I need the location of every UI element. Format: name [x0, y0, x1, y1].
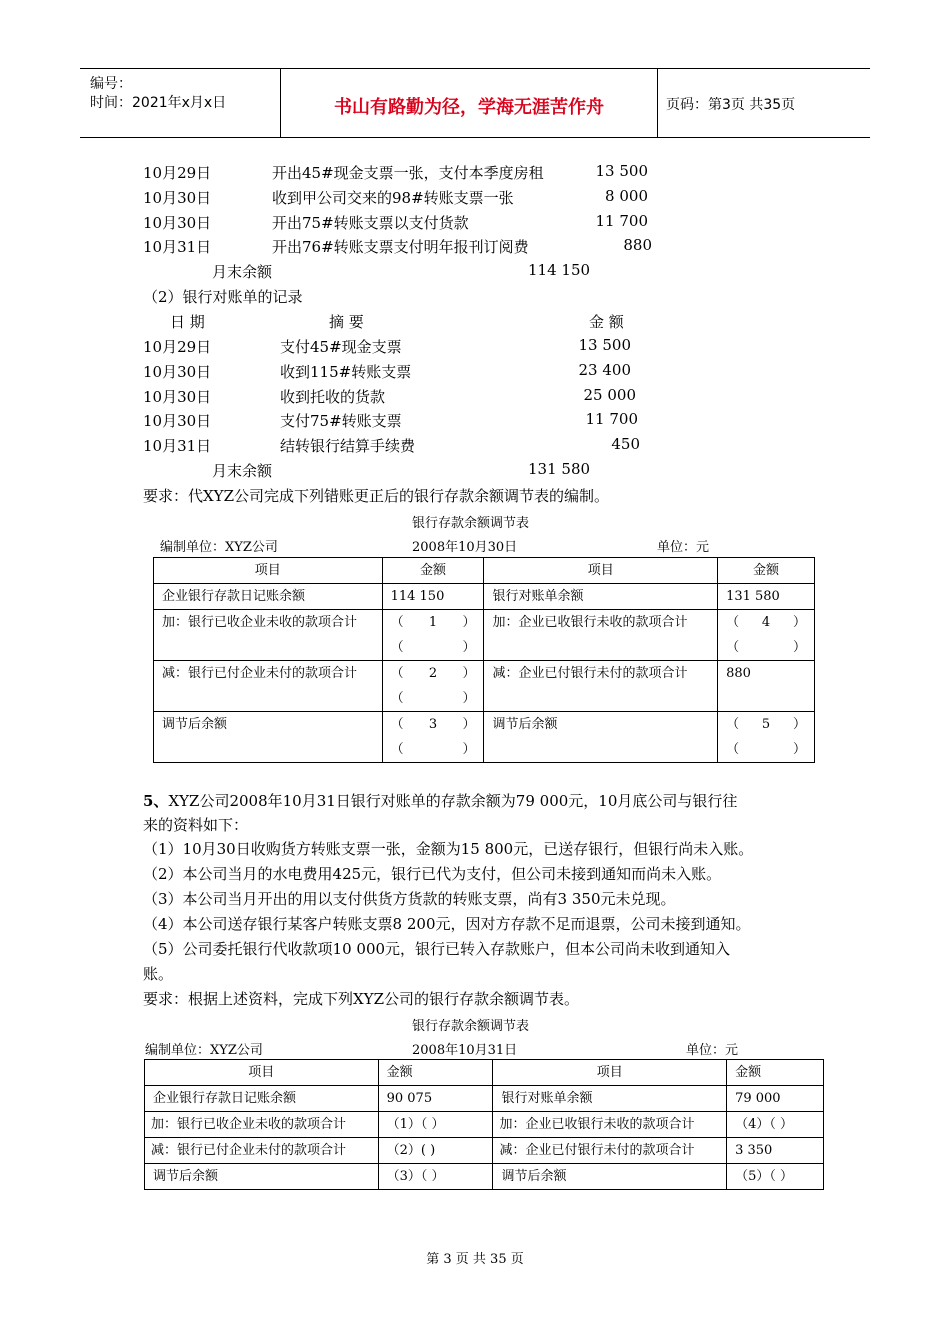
header-item: 项目	[154, 558, 383, 584]
table2-date: 2008年10月31日	[412, 1043, 518, 1058]
cell-blank[interactable]: （3）（ ）	[378, 1164, 493, 1190]
table-row	[154, 584, 815, 610]
record-date: 10月29日	[143, 164, 212, 182]
page-footer: 第 3 页 共 35 页	[426, 1252, 524, 1267]
header-amount: 金额	[378, 1060, 493, 1086]
bank-record-date: 10月30日	[143, 412, 212, 430]
header-item: 项目	[493, 1060, 727, 1086]
question-item: （1）10月30日收购货方转账支票一张，金额为15 800元，已送存银行，但银行尚未入账。	[143, 840, 754, 858]
bank-month-end-amount: 131 580	[528, 460, 591, 478]
motto: 书山有路勤为径，学海无涯苦作舟	[334, 97, 604, 118]
bank-record-date: 10月29日	[143, 338, 212, 356]
table2-currency: 单位：元	[686, 1043, 739, 1058]
cell-label: 企业银行存款日记账余额	[154, 584, 383, 610]
cell-blank[interactable]: （ 5 ） （ ）	[718, 712, 815, 763]
blank-number: 1	[428, 615, 438, 630]
month-end-amount: 114 150	[528, 261, 591, 279]
record-date: 10月30日	[143, 189, 212, 207]
header-amount: 金额	[382, 558, 484, 584]
blank-number: 5	[761, 717, 771, 732]
cell-amount: 3 350	[727, 1138, 824, 1164]
header-item: 项目	[484, 558, 718, 584]
cell-label: 银行对账单余额	[493, 1086, 727, 1112]
bank-header-desc: 摘 要	[329, 313, 364, 331]
header-amount: 金额	[727, 1060, 824, 1086]
bank-record-desc: 收到托收的货款	[280, 388, 386, 406]
cell-blank[interactable]: （ 1 ） （ ）	[382, 610, 484, 661]
table-row	[145, 1086, 824, 1112]
table2-unit-org: 编制单位：XYZ公司	[145, 1043, 263, 1058]
cell-label: 加：企业已收银行未收的款项合计	[484, 610, 718, 661]
cell-label: 加：企业已收银行未收的款项合计	[493, 1112, 727, 1138]
question-number: 5、	[143, 792, 169, 810]
cell-blank[interactable]: （ 2 ） （ ）	[382, 661, 484, 712]
record-amount: 8 000	[605, 187, 648, 205]
time-label: 时间：2021年x月x日	[90, 95, 227, 111]
bank-record-amount: 13 500	[578, 336, 631, 354]
record-amount: 11 700	[595, 212, 648, 230]
record-date: 10月31日	[143, 238, 212, 256]
header-motto-cell	[281, 69, 658, 137]
bank-section-title: （2）银行对账单的记录	[143, 288, 303, 306]
cell-amount: 131 580	[718, 584, 815, 610]
table-row	[145, 1164, 824, 1190]
question-5-line1	[143, 790, 737, 811]
question-5-line2: 来的资料如下：	[143, 816, 249, 834]
cell-label: 加：银行已收企业未收的款项合计	[154, 610, 383, 661]
table1-currency: 单位：元	[657, 540, 710, 555]
page-info: 页码：第3页 共35页	[666, 97, 796, 113]
bank-header-amount: 金 额	[589, 313, 624, 331]
table-row	[154, 712, 815, 763]
cell-blank[interactable]: （5）（ ）	[727, 1164, 824, 1190]
table-row	[154, 610, 815, 661]
cell-label: 银行对账单余额	[484, 584, 718, 610]
bank-record-amount: 25 000	[583, 386, 636, 404]
table1-unit-org: 编制单位：XYZ公司	[160, 540, 278, 555]
cell-blank[interactable]: （1）（ ）	[378, 1112, 493, 1138]
cell-blank[interactable]: （ 3 ） （ ）	[382, 712, 484, 763]
bank-header-date: 日 期	[170, 313, 205, 331]
table1-title: 银行存款余额调节表	[412, 516, 530, 531]
bank-record-desc: 结转银行结算手续费	[280, 437, 416, 455]
record-desc: 开出76#转账支票支付明年报刊订阅费	[272, 238, 529, 256]
header-right-cell	[658, 69, 870, 137]
bank-record-amount: 23 400	[578, 361, 631, 379]
cell-blank[interactable]: （ 4 ） （ ）	[718, 610, 815, 661]
cell-label: 调节后余额	[154, 712, 383, 763]
cell-label: 调节后余额	[145, 1164, 379, 1190]
table-row	[145, 1060, 824, 1086]
reconciliation-table-2	[144, 1059, 824, 1190]
bank-month-end-label: 月末余额	[212, 462, 273, 480]
bank-record-date: 10月30日	[143, 363, 212, 381]
page-header	[80, 68, 870, 138]
cell-label: 调节后余额	[484, 712, 718, 763]
record-desc: 开出75#转账支票以支付货款	[272, 214, 469, 232]
cell-blank[interactable]: （2）( )	[378, 1138, 493, 1164]
cell-amount: 79 000	[727, 1086, 824, 1112]
reconciliation-table-1	[153, 557, 815, 763]
cell-label: 加：银行已收企业未收的款项合计	[145, 1112, 379, 1138]
bank-record-date: 10月31日	[143, 437, 212, 455]
bank-record-desc: 支付75#转账支票	[280, 412, 402, 430]
record-amount: 13 500	[595, 162, 648, 180]
table2-title: 银行存款余额调节表	[412, 1019, 530, 1034]
header-left-cell	[80, 69, 281, 137]
question-item: （2）本公司当月的水电费用425元，银行已代为支付，但公司未接到通知而尚未入账。	[143, 865, 722, 883]
header-item: 项目	[145, 1060, 379, 1086]
bank-record-amount: 450	[611, 435, 640, 453]
serial-label: 编号：	[90, 76, 132, 92]
cell-amount: 90 075	[378, 1086, 493, 1112]
record-desc: 开出45#现金支票一张，支付本季度房租	[272, 164, 544, 182]
record-amount: 880	[623, 236, 652, 254]
cell-label: 减：银行已付企业未付的款项合计	[154, 661, 383, 712]
cell-label: 减：银行已付企业未付的款项合计	[145, 1138, 379, 1164]
table-row	[145, 1112, 824, 1138]
cell-amount: 880	[718, 661, 815, 712]
question-item: （4）本公司送存银行某客户转账支票8 200元，因对方存款不足而退票，公司未接到通知。	[143, 915, 751, 933]
bank-record-desc: 支付45#现金支票	[280, 338, 402, 356]
blank-number: 4	[761, 615, 771, 630]
cell-label: 调节后余额	[493, 1164, 727, 1190]
blank-number: 2	[428, 666, 438, 681]
question-item: （3）本公司当月开出的用以支付供货方货款的转账支票，尚有3 350元未兑现。	[143, 890, 676, 908]
blank-number: 3	[428, 717, 438, 732]
requirement-2: 要求：根据上述资料，完成下列XYZ公司的银行存款余额调节表。	[143, 990, 580, 1008]
header-amount: 金额	[718, 558, 815, 584]
question-text: XYZ公司2008年10月31日银行对账单的存款余额为79 000元，10月底公司与银行往	[168, 792, 738, 810]
requirement-1: 要求：代XYZ公司完成下列错账更正后的银行存款余额调节表的编制。	[143, 487, 610, 505]
bank-record-amount: 11 700	[585, 410, 638, 428]
bank-record-desc: 收到115#转账支票	[280, 363, 412, 381]
cell-label: 企业银行存款日记账余额	[145, 1086, 379, 1112]
month-end-label: 月末余额	[212, 263, 273, 281]
table-row	[154, 558, 815, 584]
record-date: 10月30日	[143, 214, 212, 232]
table-row	[145, 1138, 824, 1164]
record-desc: 收到甲公司交来的98#转账支票一张	[272, 189, 514, 207]
table1-date: 2008年10月30日	[412, 540, 518, 555]
cell-label: 减：企业已付银行未付的款项合计	[484, 661, 718, 712]
bank-record-date: 10月30日	[143, 388, 212, 406]
cell-blank[interactable]: （4）（ ）	[727, 1112, 824, 1138]
table-row	[154, 661, 815, 712]
question-item: 账。	[143, 965, 174, 983]
question-item: （5）公司委托银行代收款项10 000元，银行已转入存款账户，但本公司尚未收到通知入	[143, 940, 731, 958]
cell-amount: 114 150	[382, 584, 484, 610]
cell-label: 减：企业已付银行未付的款项合计	[493, 1138, 727, 1164]
